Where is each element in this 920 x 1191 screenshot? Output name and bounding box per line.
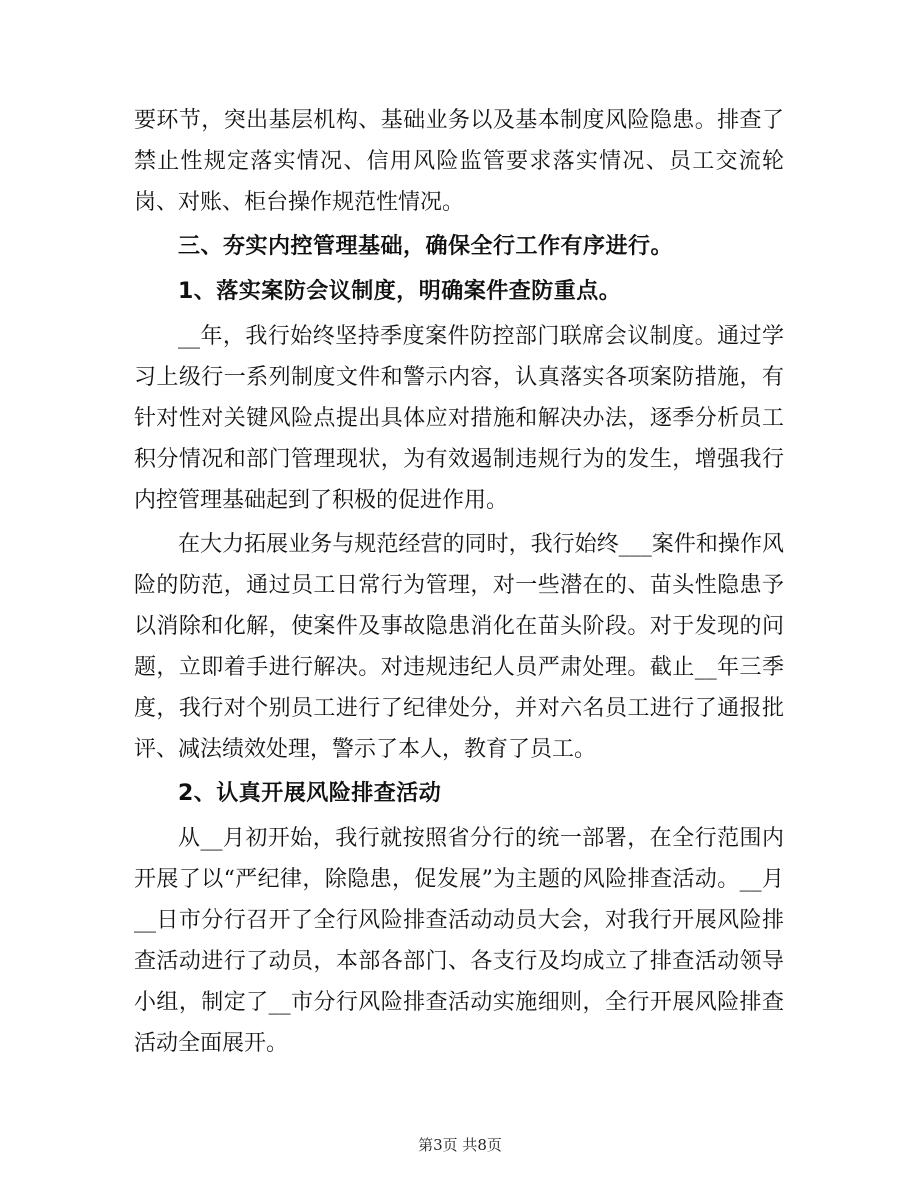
subsection-heading: 1、落实案防会议制度，明确案件查防重点。 <box>178 279 622 304</box>
paragraph: __年，我行始终坚持季度案件防控部门联席会议制度。通过学习上级行一系列制度文件和警示内容，认真落实各项案防措施，有针对性对关键风险点提出具体应对措施和解决办法，逐季分析员工积分情况和部门管理现状，为有效遏制违规行为的发生，增强我行内控管理基础起到了积极的促进作用。 <box>134 324 784 513</box>
page-number-footer: 第3页 共8页 <box>418 1136 502 1154</box>
paragraph-continuation: 要环节，突出基层机构、基础业务以及基本制度风险隐患。排查了禁止性规定落实情况、信用风险监管要求落实情况、员工交流轮岗、对账、柜台操作规范性情况。 <box>134 108 784 215</box>
document-body <box>134 100 784 1067</box>
paragraph: 在大力拓展业务与规范经营的同时，我行始终___案件和操作风险的防范，通过员工日常行为管理，对一些潜在的、苗头性隐患予以消除和化解，使案件及事故隐患消化在苗头阶段。对于发现的问题，立即着手进行解决。对违规违纪人员严肃处理。截止__年三季度，我行对个别员工进行了纪律处分，并对六名员工进行了通报批评、减法绩效处理，警示了本人，教育了员工。 <box>134 532 784 762</box>
section-heading: 三、夯实内控管理基础，确保全行工作有序进行。 <box>178 234 674 259</box>
paragraph: 从__月初开始，我行就按照省分行的统一部署，在全行范围内开展了以“严纪律，除隐患，促发展”为主题的风险排查活动。__月__日市分行召开了全行风险排查活动动员大会，对我行开展风险排查活动进行了动员，本部各部门、各支行及均成立了排查活动领导小组，制定了__市分行风险排查活动实施细则，全行开展风险排查活动全面展开。 <box>134 826 784 1056</box>
subsection-heading: 2、认真开展风险排查活动 <box>178 781 442 806</box>
